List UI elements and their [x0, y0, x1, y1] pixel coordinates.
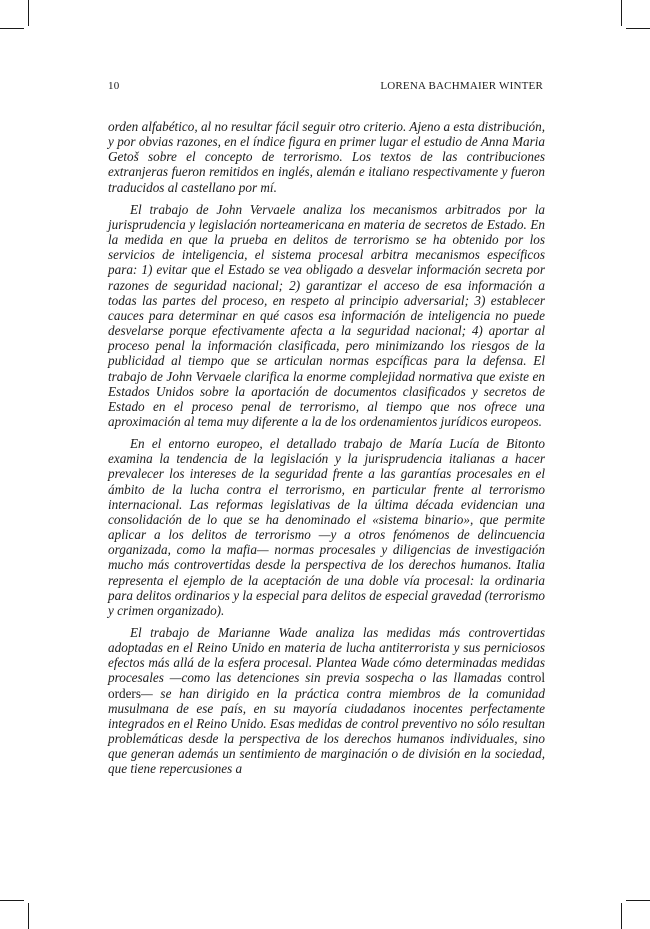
page-header: [108, 80, 543, 96]
crop-mark-top-left: [28, 0, 29, 26]
paragraph-4-part-1: El trabajo de Marianne Wade analiza las medidas más controvertidas adoptadas en el Reino Unido en materia de lucha antiterrorista y sus perniciosos efectos más allá de la esfera procesal. Plantea Wade cómo determinadas medidas procesales —como las detenciones sin previa sospecha o las llamadas: [108, 625, 545, 686]
paragraph-3: En el entorno europeo, el detallado trabajo de María Lucía de Bitonto examina la tendencia de la legislación y la jurisprudencia italianas a hacer prevalecer los intereses de la seguridad frente a las garantías procesales en el ámbito de la lucha contra el terrorismo, en particular frente al terrorismo internacional. Las reformas legislativas de la última década evidencian una consolidación de lo que se ha denominado el «sistema binario», que permite aplicar a los delitos de terrorismo —y a otros fenómenos de delincuencia organizada, como la mafia— normas procesales y diligencias de investigación mucho más controvertidas desde la perspectiva de los derechos humanos. Italia representa el ejemplo de la aceptación de una doble vía procesal: la ordinaria para delitos ordinarios y la especial para delitos de especial gravedad (terrorismo y crimen organizado).: [108, 436, 545, 618]
page-number: 10: [108, 80, 120, 92]
paragraph-1: orden alfabético, al no resultar fácil seguir otro criterio. Ajeno a esta distribución, y por obvias razones, en el índice figura en primer lugar el estudio de Anna Maria Getoš sobre el concepto de terrorismo. Los textos de las contribuciones extranjeras fueron remitidos en inglés, alemán e italiano respectivamente y fueron traducidos al castellano por mí.: [108, 119, 545, 195]
crop-mark-top-right-h: [626, 28, 650, 29]
body-text: [108, 119, 545, 784]
running-head: LORENA BACHMAIER WINTER: [380, 80, 543, 92]
paragraph-4: [108, 625, 545, 777]
crop-mark-bottom-right: [621, 903, 622, 929]
crop-mark-bottom-left-h: [0, 900, 24, 901]
paragraph-2: El trabajo de John Vervaele analiza los mecanismos arbitrados por la jurisprudencia y legislación norteamericana en materia de secretos de Estado. En la medida en que la prueba en delitos de terrorismo se ha obtenido por los servicios de inteligencia, el sistema procesal arbitra mecanismos específicos para: 1) evitar que el Estado se vea obligado a desvelar información secreta por razones de seguridad nacional; 2) garantizar el acceso de esa información a todas las partes del proceso, en respeto al principio adversarial; 3) establecer cauces para determinar en qué casos esa información de inteligencia no puede desvelarse porque efectivamente afecta a la seguridad nacional; 4) aportar al proceso penal la información clasificada, pero minimizando los riesgos de la publicidad al tiempo que se articulan normas espcíficas para la defensa. El trabajo de John Vervaele clarifica la enorme complejidad normativa que existe en Estados Unidos sobre la aportación de documentos clasificados y secretos de Estado en el proceso penal de terrorismo, al tiempo que nos ofrece una aproximación al tema muy diferente a la de los ordenamientos jurídicos europeos.: [108, 201, 545, 429]
control-orders-term: control orders: [108, 670, 545, 701]
crop-mark-top-right: [621, 0, 622, 26]
paragraph-4-part-2: — se han dirigido en la práctica contra miembros de la comunidad musulmana de ese país, en su mayoría ciudadanos inocentes perfectamente integrados en el Reino Unido. Esas medidas de control preventivo no sólo resultan problemáticas desde la perspectiva de los derechos humanos individuales, sino que generan además un sentimiento de marginación o de división en la sociedad, que tiene repercusiones a: [108, 685, 545, 777]
crop-mark-bottom-left: [28, 903, 29, 929]
crop-mark-top-left-h: [0, 28, 24, 29]
crop-mark-bottom-right-h: [626, 900, 650, 901]
